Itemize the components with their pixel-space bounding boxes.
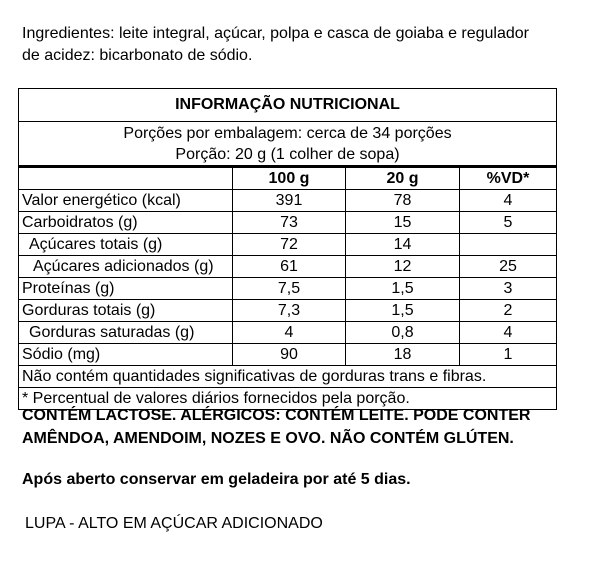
value-100g: 72 — [233, 234, 346, 256]
allergen-line-1: CONTÉM LACTOSE. ALÉRGICOS: CONTÉM LEITE. PODE CONTER — [22, 407, 531, 424]
storage-instructions: Após aberto conservar em geladeira por até 5 dias. — [22, 471, 411, 488]
allergen-line-2: AMÊNDOA, AMENDOIM, NOZES E OVO. NÃO CONTÉM GLÚTEN. — [22, 430, 514, 447]
value-100g: 7,3 — [233, 300, 346, 322]
value-20g: 0,8 — [346, 322, 460, 344]
value-20g: 18 — [346, 344, 460, 366]
table-row — [19, 322, 557, 344]
table-row — [19, 344, 557, 366]
value-20g: 1,5 — [346, 278, 460, 300]
ingredients-line-1: Ingredientes: leite integral, açúcar, polpa e casca de goiaba e regulador — [22, 25, 530, 42]
column-header-nutrient — [19, 167, 233, 190]
ingredients-text — [22, 23, 582, 67]
value-20g: 14 — [346, 234, 460, 256]
table-row — [19, 256, 557, 278]
nutrient-label: Açúcares adicionados (g) — [19, 256, 233, 278]
portion-info-row — [19, 122, 557, 167]
column-header-row — [19, 167, 557, 190]
value-vd: 3 — [460, 278, 557, 300]
nutrient-label: Proteínas (g) — [19, 278, 233, 300]
footnote-trans-fibers: Não contém quantidades significativas de gorduras trans e fibras. — [19, 366, 557, 388]
table-title-row — [19, 89, 557, 122]
value-vd: 1 — [460, 344, 557, 366]
value-100g: 90 — [233, 344, 346, 366]
value-20g: 78 — [346, 190, 460, 212]
value-20g: 12 — [346, 256, 460, 278]
value-20g: 1,5 — [346, 300, 460, 322]
value-100g: 73 — [233, 212, 346, 234]
footnote-row — [19, 366, 557, 388]
column-header-vd: %VD* — [460, 167, 557, 190]
value-100g: 7,5 — [233, 278, 346, 300]
value-vd — [460, 234, 557, 256]
value-vd: 5 — [460, 212, 557, 234]
value-100g: 61 — [233, 256, 346, 278]
value-vd: 4 — [460, 322, 557, 344]
value-vd: 4 — [460, 190, 557, 212]
table-row — [19, 278, 557, 300]
nutrient-label: Gorduras saturadas (g) — [19, 322, 233, 344]
column-header-100g: 100 g — [233, 167, 346, 190]
nutrition-facts-table — [18, 88, 557, 410]
value-100g: 4 — [233, 322, 346, 344]
allergen-warning — [22, 404, 530, 450]
footnote-daily-values: * Percentual de valores diários fornecidos pela porção. — [19, 388, 557, 410]
table-row — [19, 234, 557, 256]
portion-info — [19, 122, 557, 167]
table-title: INFORMAÇÃO NUTRICIONAL — [19, 89, 557, 122]
value-100g: 391 — [233, 190, 346, 212]
column-header-20g: 20 g — [346, 167, 460, 190]
table-row — [19, 190, 557, 212]
ingredients-line-2: de acidez: bicarbonato de sódio. — [22, 47, 253, 64]
servings-per-package: Porções por embalagem: cerca de 34 porções — [123, 125, 452, 142]
nutrient-label: Açúcares totais (g) — [19, 234, 233, 256]
value-20g: 15 — [346, 212, 460, 234]
value-vd: 2 — [460, 300, 557, 322]
table-row — [19, 212, 557, 234]
front-label-warning: LUPA - ALTO EM AÇÚCAR ADICIONADO — [25, 515, 323, 532]
nutrient-label: Sódio (mg) — [19, 344, 233, 366]
table-row — [19, 300, 557, 322]
nutrient-label: Valor energético (kcal) — [19, 190, 233, 212]
value-vd: 25 — [460, 256, 557, 278]
nutrient-label: Carboidratos (g) — [19, 212, 233, 234]
serving-size: Porção: 20 g (1 colher de sopa) — [175, 146, 400, 163]
nutrient-label: Gorduras totais (g) — [19, 300, 233, 322]
